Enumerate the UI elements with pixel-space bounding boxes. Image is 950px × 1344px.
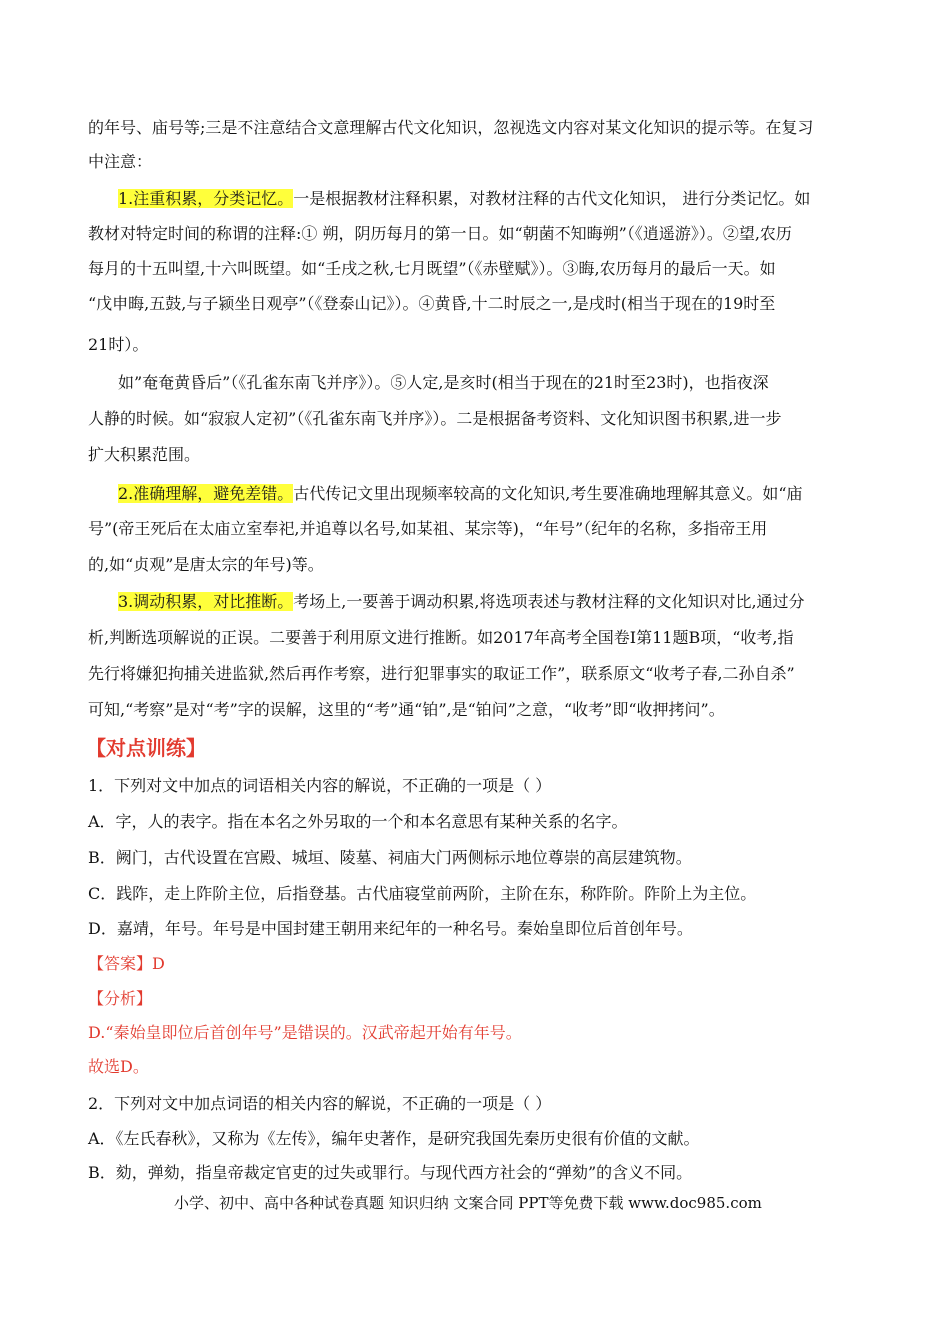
q1-stem: 1．下列对文中加点的词语相关内容的解说，不正确的一项是（ ） xyxy=(88,776,552,795)
tip3-text: 考场上,一要善于调动积累,将选项表述与教材注释的文化知识对比,通过分 xyxy=(293,592,805,611)
tip1-line-7: 人静的时候。如“寂寂人定初”（《孔雀东南飞并序》）。二是根据备考资料、文化知识图书积累,进一步 xyxy=(88,409,782,428)
tip1-line-4: “戊申晦,五鼓,与子颍坐日观亭”（《登泰山记》）。④黄昏,十二时辰之一,是戌时(相当于现在的19时至 xyxy=(88,294,776,313)
tip1-line-3: 每月的十五叫望,十六叫既望。如“壬戌之秋,七月既望”（《赤壁赋》）。③晦,农历每月的最后一天。如 xyxy=(88,259,776,278)
q1-option-c: C．践阼，走上阼阶主位，后指登基。古代庙寝堂前两阶，主阶在东，称阼阶。阼阶上为主位。 xyxy=(88,884,757,903)
tip1-line-5: 21时）。 xyxy=(88,335,149,354)
tip3-line-3: 先行将嫌犯拘捕关进监狱,然后再作考察，进行犯罪事实的取证工作”，联系原文“收考子春,二孙自杀” xyxy=(88,664,795,683)
tip1-line-8: 扩大积累范围。 xyxy=(88,445,201,464)
q1-option-d: D．嘉靖，年号。年号是中国封建王朝用来纪年的一种名号。秦始皇即位后首创年号。 xyxy=(88,919,693,938)
tip1-text: 一是根据教材注释积累，对教材注释的古代文化知识， 进行分类记忆。如 xyxy=(293,189,811,208)
tip2-text: 古代传记文里出现频率较高的文化知识,考生要准确地理解其意义。如“庙 xyxy=(293,484,803,503)
q1-option-a: A．字，人的表字。指在本名之外另取的一个和本名意思有某种关系的名字。 xyxy=(88,812,628,831)
tip3-line-1 xyxy=(118,591,805,613)
tip1-line-2: 教材对特定时间的称谓的注释:① 朔，阴历每月的第一日。如“朝菌不知晦朔”（《逍遥游》）。②望,农历 xyxy=(88,224,792,243)
tip2-heading: 2.准确理解，避免差错。 xyxy=(118,484,294,503)
q1-analysis-label: 【分析】 xyxy=(88,989,153,1008)
tip2-line-2: 号”(帝王死后在太庙立室奉祀,并追尊以名号,如某祖、某宗等)，“年号”（纪年的名称，多指帝王用 xyxy=(88,519,768,538)
page-footer: 小学、初中、高中各种试卷真题 知识归纳 文案合同 PPT等免费下载 www.doc985.com xyxy=(174,1194,762,1212)
q1-option-b: B．阙门，古代设置在宫殿、城垣、陵墓、祠庙大门两侧标示地位尊崇的高层建筑物。 xyxy=(88,848,692,867)
q2-option-b: B．劾，弹劾，指皇帝裁定官吏的过失或罪行。与现代西方社会的“弹劾”的含义不同。 xyxy=(88,1163,693,1182)
tip2-line-3: 的,如“贞观”是唐太宗的年号)等。 xyxy=(88,555,324,574)
tip2-line-1 xyxy=(118,483,803,505)
tip3-line-2: 析,判断选项解说的正误。二要善于利用原文进行推断。如2017年高考全国卷Ⅰ第11题B项，“收考,指 xyxy=(88,628,794,647)
q2-stem: 2．下列对文中加点词语的相关内容的解说，不正确的一项是（ ） xyxy=(88,1094,552,1113)
intro-line-1: 的年号、庙号等;三是不注意结合文意理解古代文化知识，忽视选文内容对某文化知识的提示等。在复习 xyxy=(88,118,814,137)
q1-analysis: D.“秦始皇即位后首创年号”是错误的。汉武帝起开始有年号。 xyxy=(88,1023,522,1042)
training-section-title: 【对点训练】 xyxy=(86,736,206,760)
tip1-heading: 1.注重积累，分类记忆。 xyxy=(118,189,294,208)
q1-conclusion: 故选D。 xyxy=(88,1057,149,1076)
tip1-line-6: 如”奄奄黄昏后”（《孔雀东南飞并序》）。⑤人定,是亥时(相当于现在的21时至23时)，也指夜深 xyxy=(118,373,769,392)
tip3-line-4: 可知,“考察”是对“考”字的误解，这里的“考”通“铂”,是“铂问”之意，“收考”即“收押拷问”。 xyxy=(88,700,725,719)
intro-line-2: 中注意： xyxy=(88,152,153,171)
tip3-heading: 3.调动积累，对比推断。 xyxy=(118,592,294,611)
q2-option-a: A．《左氏春秋》，又称为《左传》，编年史著作，是研究我国先秦历史很有价值的文献。 xyxy=(88,1129,700,1148)
q1-answer: 【答案】D xyxy=(88,954,165,973)
tip1-line-1 xyxy=(118,188,810,210)
